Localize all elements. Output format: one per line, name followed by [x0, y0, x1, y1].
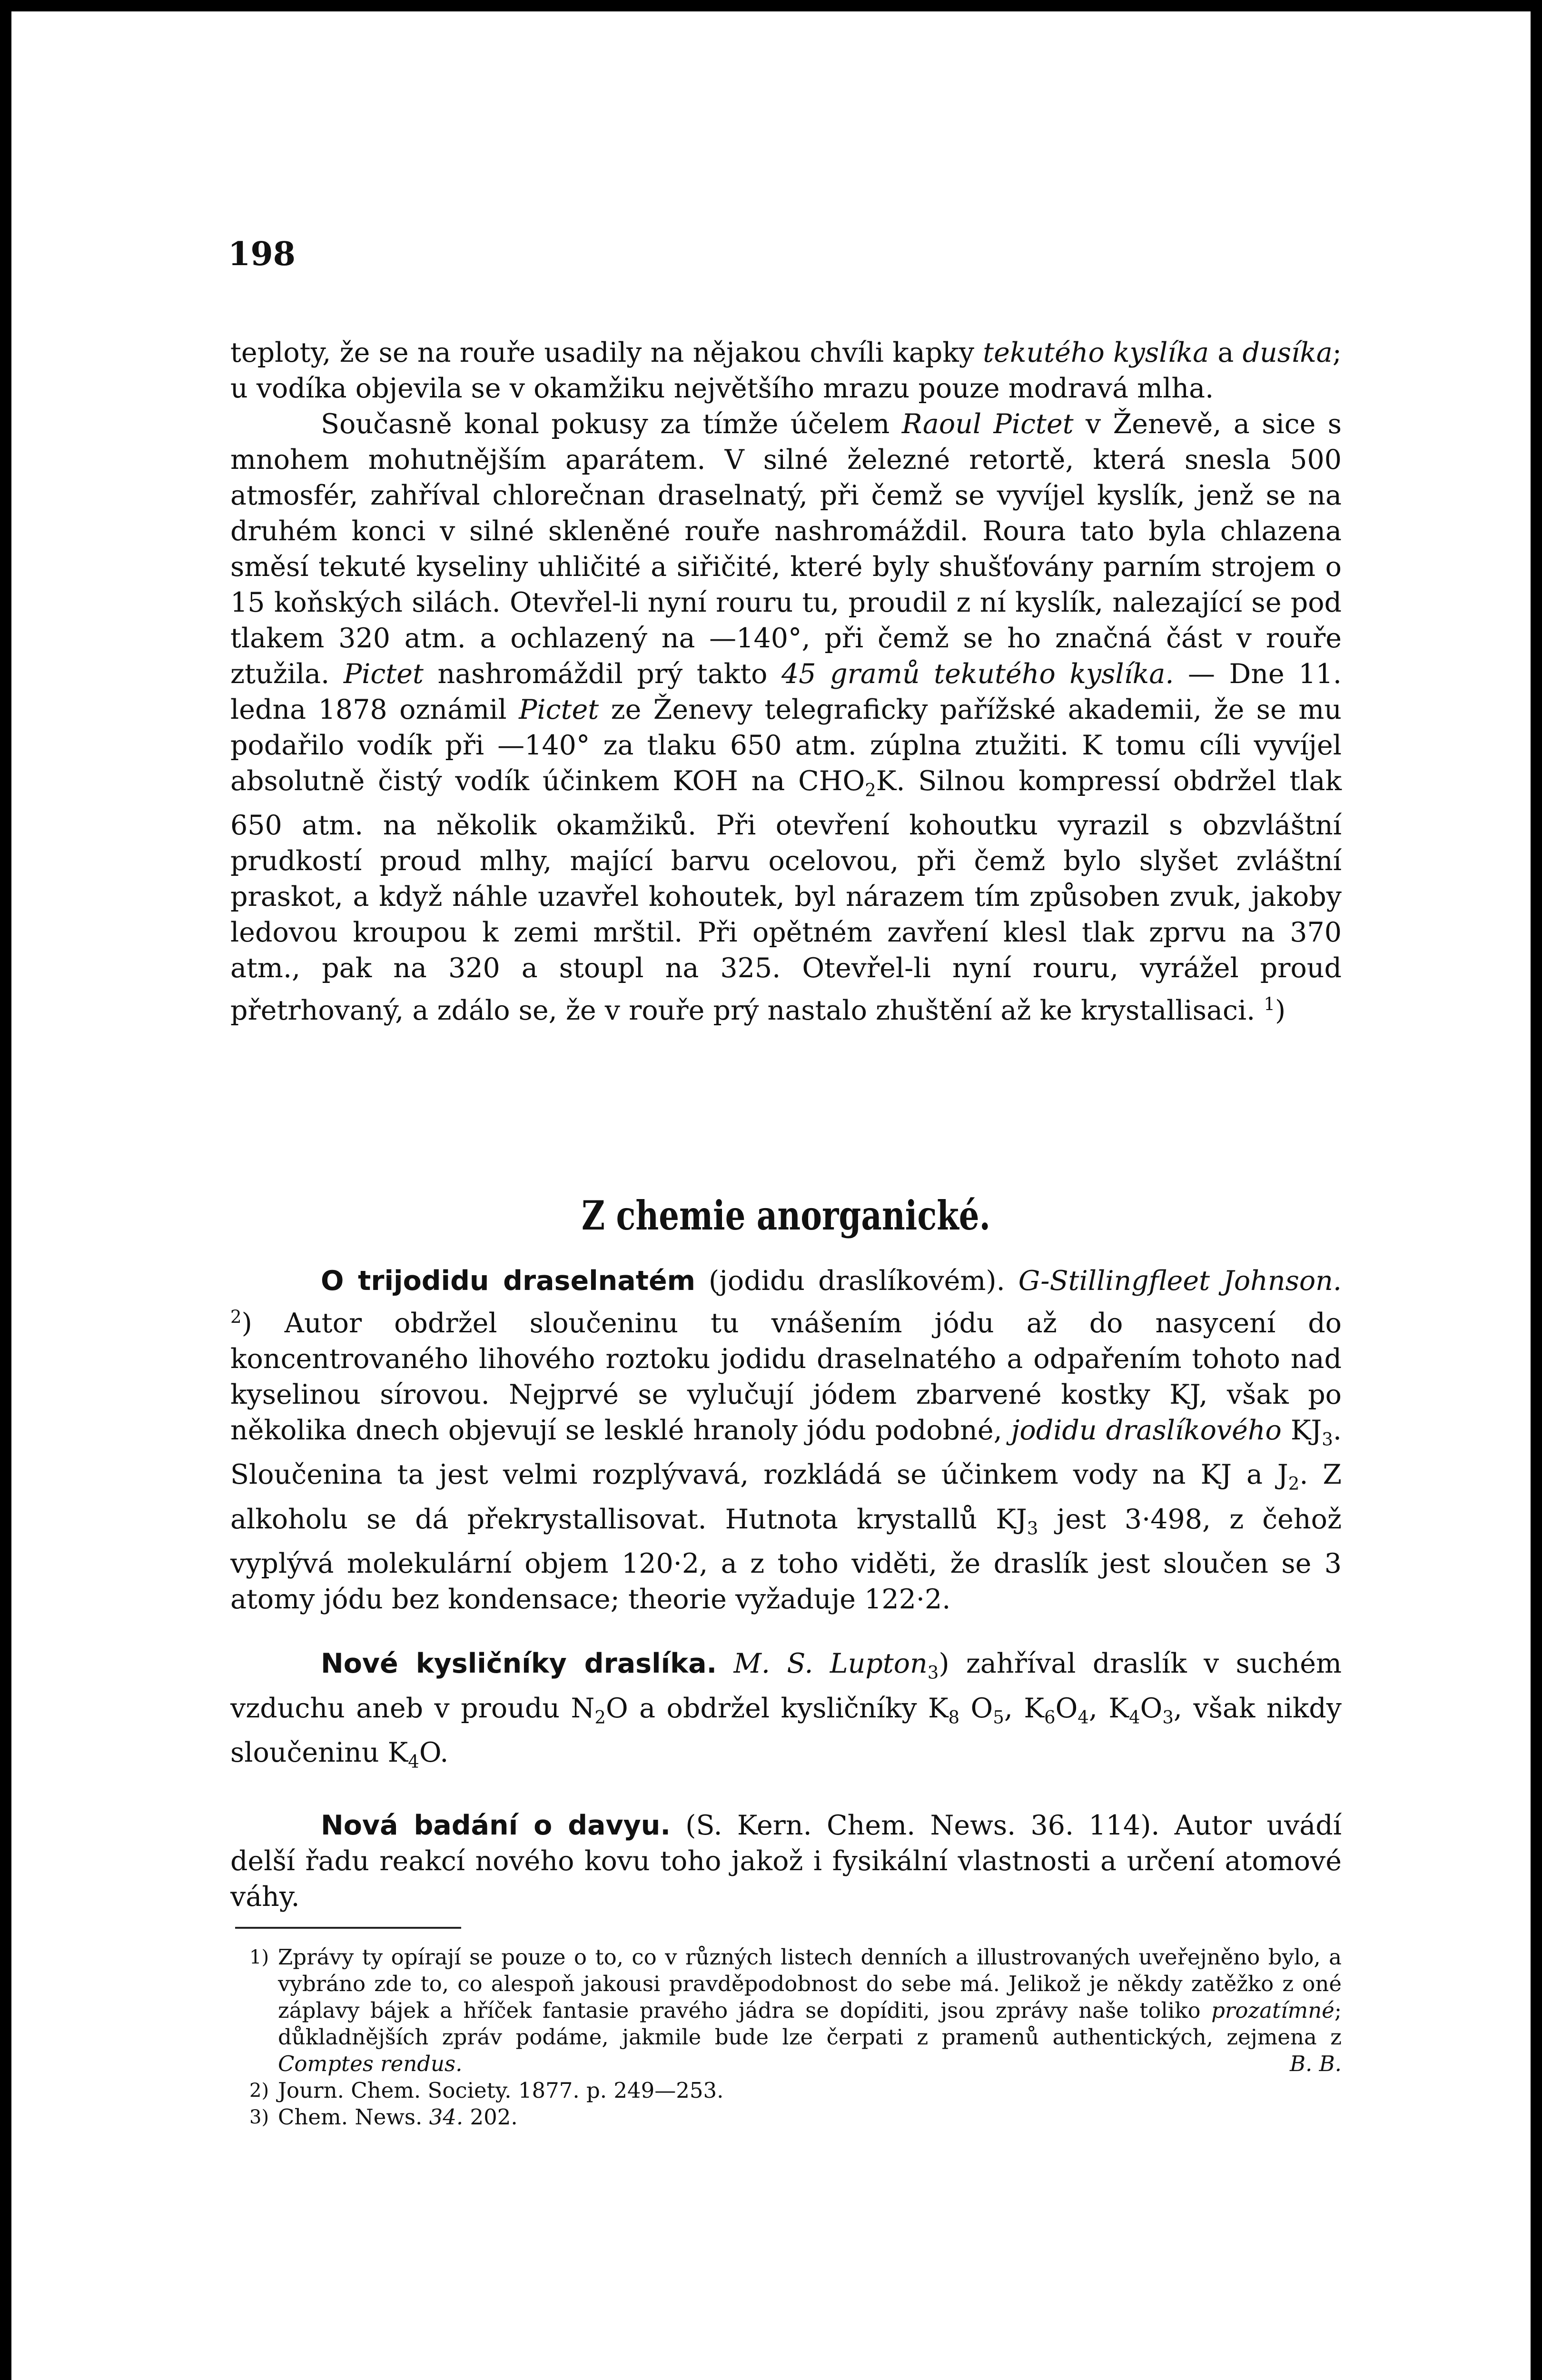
run-index: 4 [1129, 1706, 1140, 1727]
footnote-mark: 3) [249, 2106, 269, 2128]
run-index: 3 [1162, 1706, 1174, 1727]
run-text: nashromáždil prý takto [423, 658, 782, 690]
run-text: (S. Kern. Chem. News. 36. 114). Autor uvádí delší řadu reakcí nového kovu toho jakož i fysikální vlastnosti a určení atomové váhy. [230, 1810, 1342, 1913]
run-italic: dusíka [1242, 337, 1333, 368]
footnote-volume: 34. [429, 2104, 464, 2130]
run-italic: 45 gramů tekutého kyslíka. [781, 658, 1174, 690]
run-text: — Dne 11. ledna 1878 oznámil [230, 658, 1342, 725]
run-text: ze Ženevy telegraficky pařížské akademii, že se mu podařilo vodík při —140° za tlaku 650 atm. zúplna ztužiti. K tomu cíli vyvíjel absolutně čistý vodík účinkem KOH na CHO [230, 694, 1342, 797]
paragraph [230, 1808, 1342, 1915]
run-index: 8 [948, 1706, 960, 1727]
run-text: ; u vodíka objevila se v okamžiku největšího mrazu pouze modravá mlha. [230, 337, 1342, 404]
run-index: 3 [1322, 1429, 1333, 1450]
run-italic: Pictet [519, 694, 599, 725]
run-text: , však nikdy sloučeninu K [230, 1692, 1342, 1768]
run-index: 2 [594, 1706, 606, 1727]
run-italic: prozatímné [1211, 1998, 1334, 2023]
run-text: ) zahříval draslík v suchém vzduchu aneb v proudu N [230, 1648, 1342, 1724]
footnote-mark: 2) [249, 2080, 269, 2102]
footnote [249, 2077, 1342, 2104]
footnote [249, 2104, 1342, 2131]
run-italic: Pictet [343, 658, 424, 690]
run-text: ; důkladnějších zpráv podáme, jakmile bude lze čerpati z pramenů authentických, zejmena z [278, 1998, 1342, 2050]
run-index: 4 [408, 1751, 419, 1772]
run-index: 6 [1044, 1706, 1056, 1727]
run-heading: O trijodidu draselnatém [321, 1265, 696, 1297]
footnote-text [278, 1944, 1342, 2076]
run-italic: G-Stillingfleet Johnson. [1018, 1265, 1342, 1297]
paragraph [230, 1263, 1342, 1617]
run-text: v Ženevě, a sice s mnohem mohutnějším aparátem. V silné železné retortě, která snesla 500 atmosfér, zahříval chlorečnan draselnatý, při čemž se vyvíjel kyslík, jenž se na druhém konci v silné skleněné rouře nashromáždil. Roura tato byla chlazena směsí tekuté kyseliny uhličité a siřičité, které byly shušťovány parním strojem o 15 koňských silách. Otevřel-li nyní rouru tu, proudil z ní kyslík, nalezající se pod tlakem 320 atm. a ochlazený na —140°, při čemž se ho značná část v rouře ztužila. [230, 408, 1342, 690]
run-text: K. Silnou kompressí obdržel tlak 650 atm. na několik okamžiků. Při otevření kohoutku vyrazil s obzvláštní prudkostí proud mlhy, mající barvu ocelovou, při čemž bylo slyšet zvláštní praskot, a když náhle uzavřel kohoutek, byl nárazem tím způsoben zvuk, jakoby ledovou kroupou k zemi mrštil. Při opětném zavření klesl tlak zprvu na 370 atm., pak na 320 a stoupl na 325. Otevřel-li nyní rouru, vyrážel proud přetrhovaný, a zdálo se, že v rouře prý nastalo zhuštění až ke krystallisaci. [230, 765, 1342, 1027]
run-text: O a obdržel kysličníky K [605, 1692, 949, 1724]
run-italic: Comptes rendus. [278, 2051, 463, 2076]
run-text: , K [1088, 1692, 1129, 1724]
run-index: 1 [1264, 994, 1275, 1015]
run-italic: M. S. Lupton [733, 1648, 928, 1680]
run-index: 2 [1288, 1473, 1300, 1494]
run-text: , K [1004, 1692, 1044, 1724]
body-text-top [230, 335, 1342, 1029]
paragraph [230, 407, 1342, 1029]
run-italic: tekutého kyslíka [983, 337, 1209, 368]
run-text: (jodidu draslíkovém). [695, 1265, 1018, 1297]
run-index: 3 [927, 1662, 939, 1683]
paragraph [230, 1646, 1342, 1779]
run-text: a [1209, 337, 1243, 368]
run-text: . Z alkoholu se dá překrystallisovat. Hutnota krystallů KJ [230, 1459, 1342, 1535]
run-text: O [1055, 1692, 1078, 1724]
run-italic: Raoul Pictet [901, 408, 1074, 440]
footnotes [249, 1944, 1342, 2131]
run-text: teploty, že se na rouře usadily na nějakou chvíli kapky [230, 337, 983, 368]
run-text: ) [1275, 995, 1286, 1027]
run-text [717, 1648, 733, 1679]
footnote-text: Chem. News. [278, 2104, 429, 2130]
run-heading: Nová badání o davyu. [321, 1810, 671, 1842]
run-italic: jodidu draslíkového [1011, 1415, 1282, 1446]
footnote [249, 1944, 1342, 2077]
footnote-mark: 1) [249, 1946, 269, 1968]
run-index: 4 [1077, 1706, 1089, 1727]
paragraph [230, 335, 1342, 407]
run-index: 2 [865, 780, 876, 801]
page-number: 198 [228, 235, 296, 273]
run-index: 2 [230, 1307, 242, 1327]
run-index: 3 [1027, 1518, 1038, 1539]
run-heading: Nové kysličníky draslíka. [321, 1648, 717, 1680]
body-text-bottom [230, 1263, 1342, 1915]
run-text: jest 3·498, z čehož vyplývá molekulární objem 120·2, a z toho viděti, že draslík jest sloučen se 3 atomy jódu bez kondensace; theorie vyžaduje 122·2. [230, 1503, 1342, 1616]
footnote-divider [235, 1927, 461, 1929]
footnote-text: Journ. Chem. Society. 1877. p. 249—253. [278, 2078, 724, 2103]
run-text: ) Autor obdržel sloučeninu tu vnášením jódu až do nasycení do koncentrovaného lihového roztoku jodidu draselnatého a odpařením tohoto nad kyselinou sírovou. Nejprvé se vylučují jódem zbarvené kostky KJ, však po několika dnech objevují se lesklé hranoly jódu podobné, [230, 1308, 1342, 1446]
run-text: Současně konal pokusy za tímže účelem [321, 408, 902, 440]
run-text: . Sloučenina ta jest velmi rozplývavá, rozkládá se účinkem vody na KJ a J [230, 1415, 1342, 1491]
document-page [11, 11, 1531, 2380]
run-index: 5 [993, 1706, 1004, 1727]
run-text: O [959, 1692, 993, 1724]
footnote-signature: B. B. [1289, 2051, 1342, 2076]
footnote-text: 202. [463, 2104, 518, 2130]
run-text: Zprávy ty opírají se pouze o to, co v různých listech denních a illustrovaných uveřejněno bylo, a vybráno zde to, co alespoň jakousi pravděpodobnost do sebe má. Jelikož je někdy zatěžko z oné záplavy bájek a hříček fantasie pravého jádra se dopíditi, jsou zprávy naše toliko [278, 1944, 1342, 2023]
run-text: O [1140, 1692, 1163, 1724]
section-heading: Z chemie anorganické. [582, 1192, 990, 1239]
run-text: O. [419, 1736, 449, 1768]
run-text: KJ [1281, 1415, 1322, 1446]
